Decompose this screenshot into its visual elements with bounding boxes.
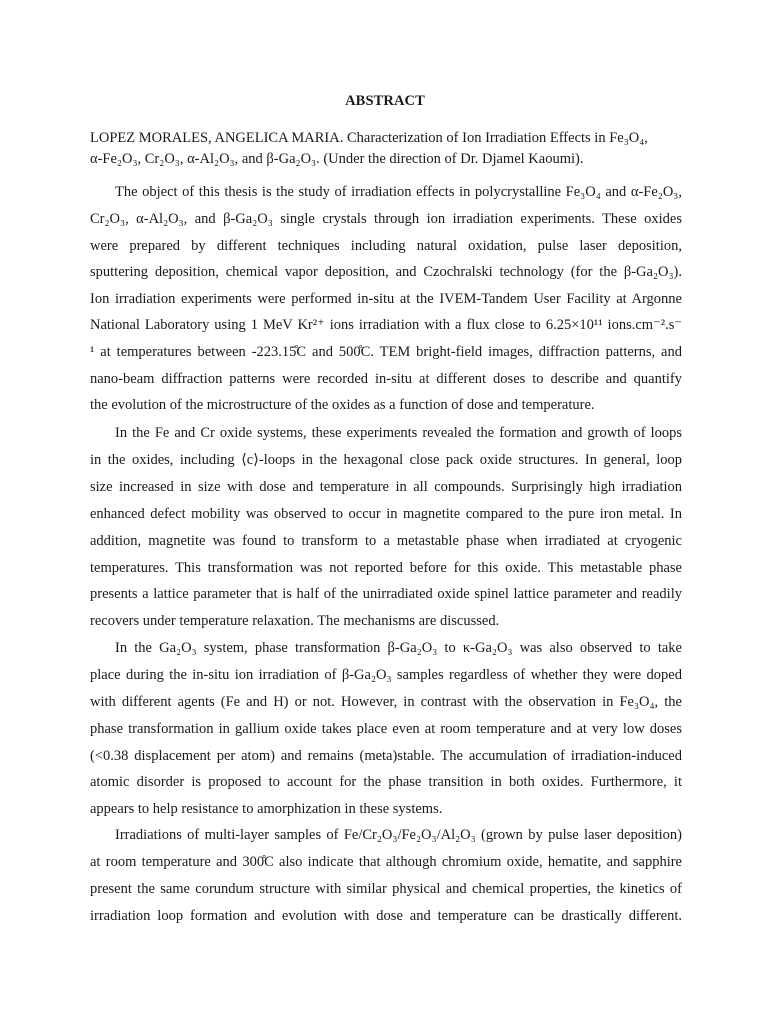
text-line: irradiation loop formation and evolution with dose and temperature can be drastically different.	[90, 908, 682, 924]
text-line: In the Ga₂O₃ system, phase transformation β-Ga₂O₃ to κ-Ga₂O₃ was also observed to take	[115, 640, 682, 656]
text-line: atomic disorder is proposed to account for the phase transition in both oxides. Furthermore, it	[90, 774, 682, 790]
citation	[90, 128, 682, 170]
text-line: size increased in size with dose and temperature in all compounds. Surprisingly high irradiation	[90, 479, 682, 495]
text-line: enhanced defect mobility was observed to occur in magnetite compared to the pure iron metal. In	[90, 506, 682, 522]
text-line: with different agents (Fe and H) or not. However, in contrast with the observation in Fe₃O₄, the	[90, 694, 682, 710]
text-line: The object of this thesis is the study of irradiation effects in polycrystalline Fe₃O₄ and α-Fe₂O₃,	[115, 184, 682, 200]
text-line: Irradiations of multi-layer samples of Fe/Cr₂O₃/Fe₂O₃/Al₂O₃ (grown by pulse laser deposition)	[115, 827, 682, 843]
text-line: the evolution of the microstructure of the oxides as a function of dose and temperature.	[90, 397, 595, 413]
text-line: sputtering deposition, chemical vapor deposition, and Czochralski technology (for the β-Ga₂O₃).	[90, 264, 682, 280]
text-line: addition, magnetite was found to transform to a metastable phase when irradiated at cryogenic	[90, 533, 682, 549]
text-line: phase transformation in gallium oxide takes place even at room temperature and at very low doses	[90, 721, 682, 737]
text-line: appears to help resistance to amorphization in these systems.	[90, 801, 443, 817]
text-line: In the Fe and Cr oxide systems, these experiments revealed the formation and growth of loops	[115, 425, 682, 441]
abstract-heading: ABSTRACT	[345, 93, 425, 109]
citation-line: α-Fe₂O₃, Cr₂O₃, α-Al₂O₃, and β-Ga₂O₃. (Under the direction of Dr. Djamel Kaoumi).	[90, 151, 584, 167]
text-line: ¹ at temperatures between -223.15̊C and 500̊C. TEM bright-field images, diffraction patterns, and	[90, 344, 682, 360]
text-line: present the same corundum structure with similar physical and chemical properties, the kinetics of	[90, 881, 682, 897]
text-line: National Laboratory using 1 MeV Kr²⁺ ions irradiation with a flux close to 6.25×10¹¹ ions.cm⁻².s⁻	[90, 317, 682, 333]
text-line: at room temperature and 300̊C also indicate that although chromium oxide, hematite, and sapphire	[90, 854, 682, 870]
text-line: nano-beam diffraction patterns were recorded in-situ at different doses to describe and quantify	[90, 371, 682, 387]
text-line: temperatures. This transformation was not reported before for this oxide. This metastable phase	[90, 560, 682, 576]
text-line: presents a lattice parameter that is half of the unirradiated oxide spinel lattice parameter and readily	[90, 586, 682, 602]
text-line: were prepared by different techniques including natural oxidation, pulse laser deposition,	[90, 238, 682, 254]
citation-line: LOPEZ MORALES, ANGELICA MARIA. Characterization of Ion Irradiation Effects in Fe₃O₄,	[90, 130, 648, 146]
text-line: place during the in-situ ion irradiation of β-Ga₂O₃ samples regardless of whether they were doped	[90, 667, 682, 683]
text-line: Ion irradiation experiments were performed in-situ at the IVEM-Tandem User Facility at Argonne	[90, 291, 682, 307]
text-line: in the oxides, including ⟨c⟩-loops in the hexagonal close pack oxide structures. In general, loop	[90, 452, 682, 468]
text-line: (<0.38 displacement per atom) and remains (meta)stable. The accumulation of irradiation-induced	[90, 748, 682, 764]
text-line: recovers under temperature relaxation. The mechanisms are discussed.	[90, 613, 500, 629]
text-line: Cr₂O₃, α-Al₂O₃, and β-Ga₂O₃ single crystals through ion irradiation experiments. These oxides	[90, 211, 682, 227]
